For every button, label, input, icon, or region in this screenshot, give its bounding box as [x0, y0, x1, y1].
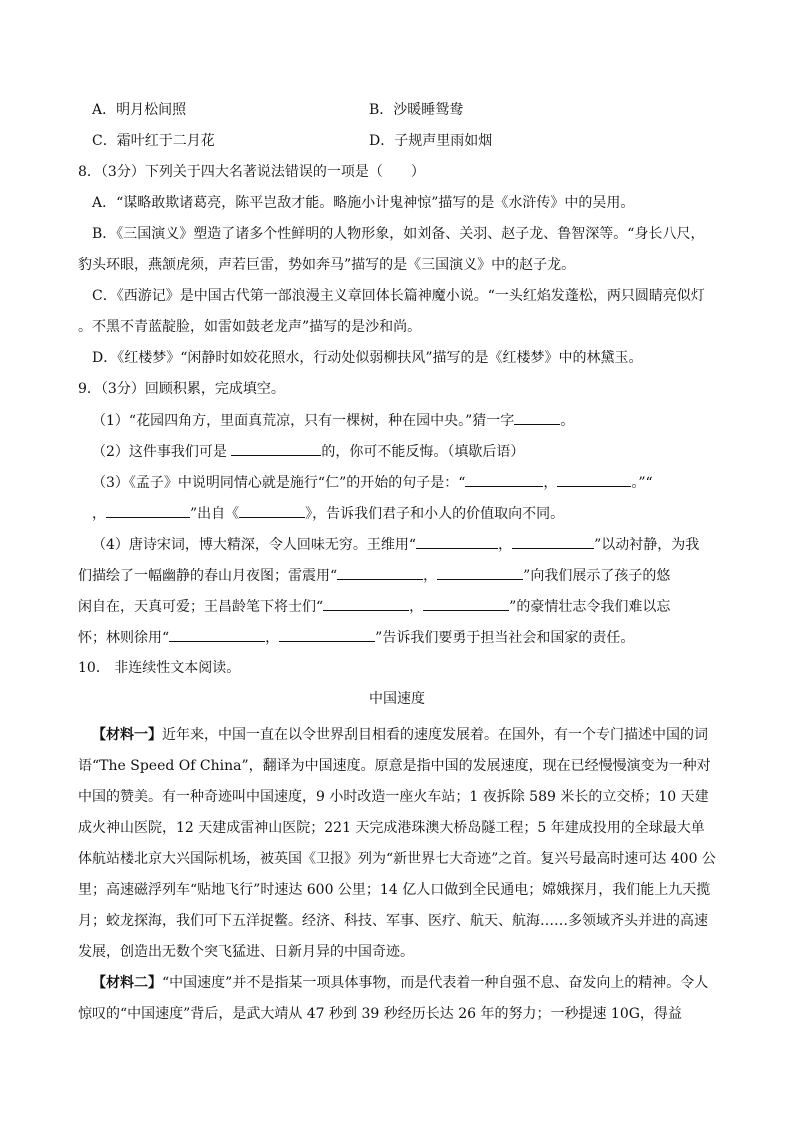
answer-blank[interactable] — [337, 565, 423, 580]
material-two — [78, 968, 718, 1030]
q9-item-4-text-f: ”的豪情壮志令我们难以忘 — [509, 599, 671, 615]
answer-blank[interactable] — [106, 503, 190, 518]
comma: ， — [409, 599, 424, 615]
q7-option-b: B．沙暖睡鸳鸯 — [369, 102, 464, 118]
q9-item-2-text: （2）这件事我们可是 — [92, 444, 232, 460]
comma: ， — [498, 537, 513, 553]
q9-item-1 — [92, 410, 574, 430]
q9-stem: 9．（3分）回顾积累，完成填空。 — [78, 381, 285, 397]
comma: ， — [423, 568, 438, 584]
answer-blank[interactable] — [423, 596, 509, 611]
q7-option-a: A．明月松间照 — [92, 102, 187, 118]
answer-blank[interactable] — [465, 472, 543, 487]
q9-item-4-text-e: 闲自在，天真可爱；王昌龄笔下将士们“ — [78, 599, 324, 615]
answer-blank[interactable] — [514, 410, 560, 425]
material-two-text: “中国速度”并不是指某一项具体事物，而是代表着一种自强不息、奋发向上的精神。令人惊叹的“中国速度”背后，是武大靖从 47 秒到 39 秒经历长达 26 年的努力；一秒提速 10G，得益 — [78, 975, 709, 1022]
answer-blank[interactable] — [437, 565, 523, 580]
q9-item-3-end: 》，告诉我们君子和小人的价值取向不同。 — [305, 506, 565, 522]
q9-item-2 — [92, 441, 524, 461]
q9-item-3-text: （3）《孟子》中说明同情心就是施行“仁”的开始的句子是：“ — [92, 475, 466, 491]
passage-title: 中国速度 — [369, 691, 425, 707]
answer-blank[interactable] — [416, 534, 498, 549]
q9-item-1-end: 。 — [560, 413, 575, 429]
q9-item-4-text-c: 们描绘了一幅幽静的春山月夜图；雷震用“ — [78, 568, 338, 584]
answer-blank[interactable] — [557, 472, 631, 487]
q9-item-2-end: 的，你可不能反悔。（填歇后语） — [321, 444, 525, 460]
q9-item-4-text-b: ”以动衬静，为我 — [594, 537, 700, 553]
comma: ， — [265, 630, 280, 646]
q9-item-4-line3 — [78, 596, 670, 616]
q9-item-4-text-d: ”向我们展示了孩子的悠 — [523, 568, 671, 584]
q9-item-4-line2 — [78, 565, 670, 585]
q10-stem: 10． 非连续性文本阅读。 — [78, 660, 241, 676]
q9-item-4-line1 — [92, 534, 699, 554]
comma: ， — [92, 506, 106, 522]
q7-option-c: C．霜叶红于二月花 — [92, 133, 215, 149]
q7-option-d: D．子规声里雨如烟 — [369, 133, 493, 149]
answer-blank[interactable] — [231, 441, 321, 456]
q8-option-b-line2: 豹头环眼，燕颔虎须，声若巨雷，势如奔马”描写的是《三国演义》中的赵子龙。 — [78, 257, 576, 273]
answer-blank[interactable] — [169, 627, 265, 642]
answer-blank[interactable] — [323, 596, 409, 611]
q9-item-4-line4 — [78, 627, 634, 647]
answer-blank[interactable] — [239, 503, 305, 518]
q8-option-a: A．“谋略敢欺诸葛亮，陈平岂敌才能。略施小计鬼神惊”描写的是《水浒传》中的吴用。 — [92, 195, 635, 211]
material-two-label: 【材料二】 — [92, 975, 162, 991]
q9-item-4-text: （4）唐诗宋词，博大精深，令人回味无穷。王维用“ — [92, 537, 417, 553]
q8-stem: 8．（3分）下列关于四大名著说法错误的一项是（ ） — [78, 164, 425, 180]
q8-option-d: D．《红楼梦》“闲静时如姣花照水，行动处似弱柳扶风”描写的是《红楼梦》中的林黛玉。 — [92, 350, 643, 366]
q9-item-3-line2 — [92, 503, 564, 523]
q8-option-b-line1: B．《三国演义》塑造了诸多个性鲜明的人物形象，如刘备、关羽、赵子龙、鲁智深等。“身长八尺， — [92, 226, 705, 242]
answer-blank[interactable] — [279, 627, 375, 642]
q9-item-3-line1 — [92, 472, 653, 492]
q8-option-c-line2: 。不黑不青蓝靛脸，如雷如鼓老龙声”描写的是沙和尚。 — [78, 319, 422, 335]
quote-mark: 。”“ — [631, 475, 653, 491]
comma: ， — [543, 475, 558, 491]
material-one-text: 近年来，中国一直在以令世界刮目相看的速度发展着。在国外，有一个专门描述中国的词语“The Speed Of China”，翻译为中国速度。原意是指中国的发展速度，现在已经慢慢演变为一种对中国的赞美。有一种奇迹叫中国速度，9 小时改造一座火车站；1 夜拆除 589 米长的立交桥；10 天建成火神山医院，12 天建成雷神山医院；221 天完成港珠澳大桥岛隧工程；5 年建成投用的全球最大单体航站楼北京大兴国际机场，被英国《卫报》列为“新世界七大奇迹”之首。复兴号最高时速可达 400 公里；高速磁浮列车“贴地飞行”时速达 600 公里；14 亿人口做到全民通电；嫦娥探月，我们能上九天揽月；蛟龙探海，我们可下五洋捉鳖。经济、科技、军事、医疗、航天、航海……多领域齐头并进的高速发展，创造出无数个突飞猛进、日新月异的中国奇迹。 — [78, 727, 716, 960]
q9-item-4-end: ”告诉我们要勇于担当社会和国家的责任。 — [375, 630, 635, 646]
material-one — [78, 720, 718, 968]
q9-item-1-text: （1）“花园四角方，里面真荒凉，只有一棵树，种在园中央。”猜一字 — [92, 413, 515, 429]
q9-item-4-text-g: 怀；林则徐用“ — [78, 630, 170, 646]
q8-option-c-line1: C．《西游记》是中国古代第一部浪漫主义章回体长篇神魔小说。“一头红焰发蓬松，两只圆睛亮似灯 — [92, 288, 705, 304]
material-one-label: 【材料一】 — [92, 727, 162, 743]
answer-blank[interactable] — [512, 534, 594, 549]
source-text: ”出自《 — [190, 506, 240, 522]
